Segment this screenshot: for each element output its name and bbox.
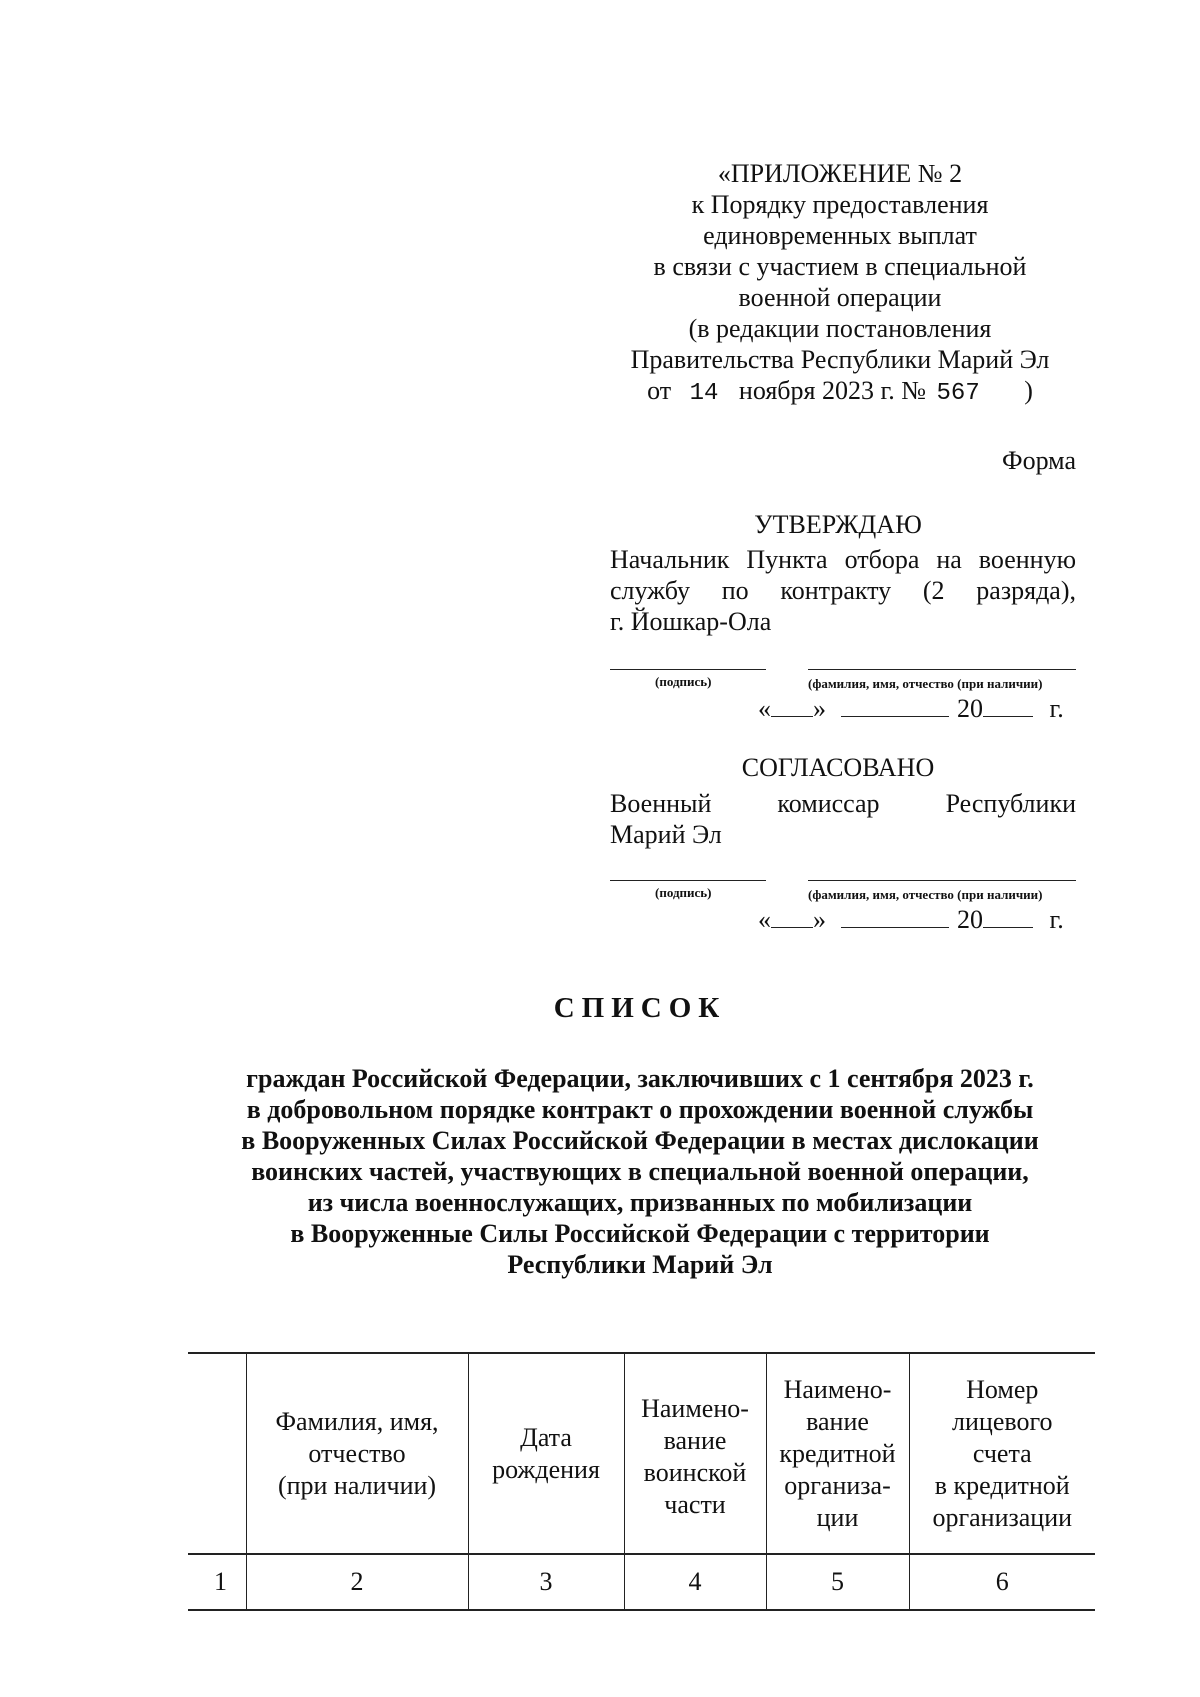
header-text: вание <box>663 1426 727 1455</box>
approve-line: г. Йошкар-Ола <box>610 607 772 636</box>
signature-line <box>610 880 766 881</box>
signature-line <box>610 669 766 670</box>
date-open-quote: « <box>758 694 771 723</box>
header-text: Наимено- <box>783 1374 892 1404</box>
day-blank <box>771 694 813 717</box>
approve-date-line <box>758 694 1076 724</box>
header-cell-birth-date <box>468 1353 624 1554</box>
appendix-line: в связи с участием в специальной <box>653 252 1027 281</box>
date-close-quote: » <box>813 905 826 934</box>
column-number: 4 <box>624 1554 766 1610</box>
subtitle-line: Республики Марий Эл <box>507 1250 773 1279</box>
header-text: Номер <box>966 1374 1039 1404</box>
agree-line: Марий Эл <box>610 820 722 849</box>
column-number: 3 <box>468 1554 624 1610</box>
appendix-line: Правительства Республики Марий Эл <box>630 345 1050 374</box>
header-text: Наимено- <box>641 1394 749 1423</box>
month-blank <box>841 905 949 928</box>
approve-title: УТВЕРЖДАЮ <box>754 510 922 539</box>
header-text: ции <box>816 1502 859 1532</box>
date-close-quote: » <box>813 694 826 723</box>
table-header-row <box>188 1353 1095 1554</box>
header-cell-credit-org <box>766 1353 909 1554</box>
header-text: счета <box>972 1438 1032 1468</box>
citizens-table <box>188 1352 1095 1611</box>
approve-line: Начальник Пункта отбора на военную <box>610 545 1076 574</box>
header-cell-full-name <box>246 1353 468 1554</box>
header-text: Фамилия, имя, <box>275 1406 439 1436</box>
header-cell-military-unit <box>624 1353 766 1554</box>
subtitle-line: в добровольном порядке контракт о прохождении военной службы <box>246 1095 1034 1124</box>
day-blank <box>771 905 813 928</box>
name-caption: (фамилия, имя, отчество (при наличии) <box>808 887 1043 902</box>
approve-line: службу по контракту (2 разряда), <box>610 576 1076 605</box>
signature-caption: (подпись) <box>655 674 712 689</box>
appendix-header <box>600 158 1080 409</box>
appendix-line: (в редакции постановления <box>688 314 992 343</box>
date-day: 14 <box>689 380 719 407</box>
date-suffix: ) <box>1024 376 1033 405</box>
appendix-title: «ПРИЛОЖЕНИЕ № 2 <box>717 159 963 188</box>
year-prefix: 20 <box>957 694 983 723</box>
header-text: вание <box>806 1406 869 1436</box>
header-cell-index <box>188 1353 246 1554</box>
header-text: Дата <box>520 1422 572 1452</box>
date-open-quote: « <box>758 905 771 934</box>
name-line <box>808 880 1076 881</box>
header-text: кредитной <box>779 1438 896 1468</box>
month-blank <box>841 694 949 717</box>
form-label: Форма <box>1002 446 1076 475</box>
date-prefix: от <box>647 376 672 405</box>
signature-caption: (подпись) <box>655 885 712 900</box>
column-number: 5 <box>766 1554 909 1610</box>
list-title: СПИСОК <box>553 992 727 1024</box>
header-cell-account-number <box>909 1353 1095 1554</box>
table-number-row <box>188 1554 1095 1610</box>
header-text: части <box>664 1490 726 1519</box>
header-text: организа- <box>784 1470 891 1500</box>
column-number: 1 <box>188 1554 246 1610</box>
header-text: организации <box>932 1502 1073 1532</box>
document-number: 567 <box>936 380 980 407</box>
header-text: (при наличии) <box>277 1470 437 1500</box>
name-line <box>808 669 1076 670</box>
list-subtitle <box>200 1063 1080 1280</box>
year-prefix: 20 <box>957 905 983 934</box>
subtitle-line: из числа военнослужащих, призванных по мобилизации <box>307 1188 973 1217</box>
subtitle-line: воинских частей, участвующих в специальной военной операции, <box>251 1157 1029 1186</box>
appendix-date-line <box>600 375 1080 409</box>
agree-line: Военный комиссар Республики <box>610 789 1076 818</box>
header-text: рождения <box>492 1454 600 1484</box>
header-text: воинской <box>643 1458 747 1487</box>
header-text: отчество <box>308 1438 406 1468</box>
year-blank <box>983 905 1033 928</box>
subtitle-line: граждан Российской Федерации, заключивших с 1 сентября 2023 г. <box>246 1064 1034 1093</box>
column-number: 2 <box>246 1554 468 1610</box>
subtitle-line: в Вооруженные Силы Российской Федерации с территории <box>290 1219 990 1248</box>
year-suffix: г. <box>1049 905 1064 934</box>
appendix-line: к Порядку предоставления <box>691 190 989 219</box>
appendix-line: единовременных выплат <box>703 221 977 250</box>
column-number: 6 <box>909 1554 1095 1610</box>
header-text: в кредитной <box>934 1470 1070 1500</box>
year-suffix: г. <box>1049 694 1064 723</box>
header-text: лицевого <box>952 1406 1053 1436</box>
date-month-year: ноября 2023 г. № <box>738 376 927 405</box>
name-caption: (фамилия, имя, отчество (при наличии) <box>808 676 1043 691</box>
agree-date-line <box>758 905 1076 935</box>
agree-title: СОГЛАСОВАНО <box>741 753 935 782</box>
subtitle-line: в Вооруженных Силах Российской Федерации в местах дислокации <box>241 1126 1039 1155</box>
year-blank <box>983 694 1033 717</box>
appendix-line: военной операции <box>738 283 942 312</box>
